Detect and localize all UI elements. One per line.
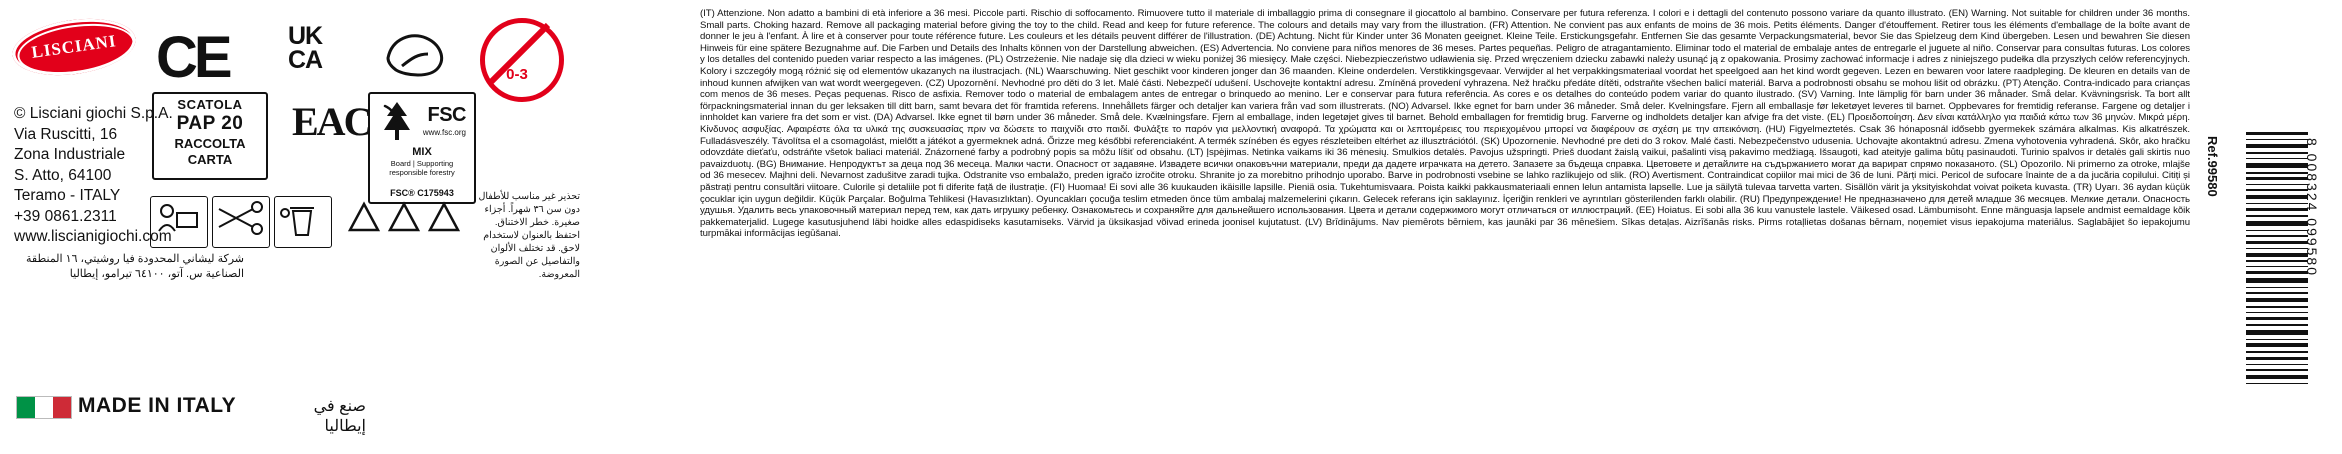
bin-disposal-icon bbox=[274, 196, 332, 248]
made-in-italy-label: MADE IN ITALY bbox=[78, 394, 237, 417]
logo-text: LISCIANI bbox=[30, 31, 118, 62]
age-warning-icon bbox=[480, 18, 560, 98]
read-instructions-icon bbox=[150, 196, 208, 248]
company-phone: +39 0861.2311 bbox=[14, 207, 117, 225]
packaging-instruction-2: CARTA bbox=[187, 152, 233, 167]
fsc-mix-label: MIX bbox=[412, 146, 432, 158]
reference-code: Ref.99580 bbox=[2205, 136, 2220, 197]
no-latex-icon bbox=[382, 28, 454, 80]
ce-mark-icon: CE bbox=[156, 25, 229, 90]
company-line-4: Teramo - ITALY bbox=[14, 187, 121, 204]
company-website: www.liscianigiochi.com bbox=[14, 228, 172, 245]
fsc-description: Board | Supporting responsible forestry bbox=[389, 159, 455, 177]
eac-mark-icon: EAC bbox=[292, 99, 371, 144]
barcode-bars bbox=[2246, 132, 2308, 384]
fsc-tree-icon bbox=[380, 100, 414, 142]
age-warning-label: 0-3 bbox=[506, 66, 528, 83]
company-line-3: S. Atto, 64100 bbox=[14, 166, 112, 184]
certification-icons bbox=[150, 10, 630, 100]
company-line-0: © Lisciani giochi S.p.A. bbox=[14, 105, 173, 122]
fsc-url: www.fsc.org bbox=[422, 128, 466, 137]
company-line-1: Via Ruscitti, 16 bbox=[14, 125, 118, 143]
company-line-2: Zona Industriale bbox=[14, 146, 126, 163]
packaging-instruction-1: RACCOLTA bbox=[174, 136, 246, 151]
company-address-arabic: شركة ليشاني المحدودة فيا روشيتي، ١٦ المنطقة الصناعية س. آتو، ٦٤١٠٠ تيرامو، إيطاليا bbox=[26, 253, 244, 280]
barcode-block bbox=[2205, 132, 2336, 432]
packaging-title: SCATOLA bbox=[177, 97, 243, 112]
ukca-mark-icon bbox=[288, 24, 322, 72]
arabic-warning-text: تحذير غير مناسب للأطفال دون سن ٣٦ شهراً. أجزاء صغيرة. خطر الاختناق. احتفظ بالعنوان لاستخدام لاحق. قد تختلف الألوان والتفاصيل عن الصورة المعروضة. bbox=[478, 191, 580, 280]
barcode-number: 8 008324 099580 bbox=[2304, 138, 2320, 277]
fsc-code: FSC® C175943 bbox=[390, 188, 454, 198]
ukca-line-1: UK bbox=[288, 22, 323, 50]
fsc-logo-text: FSC bbox=[427, 104, 466, 126]
made-in-italy-block bbox=[16, 392, 366, 435]
made-in-italy-arabic: صنع في إيطاليا bbox=[313, 398, 366, 435]
italian-flag-icon bbox=[16, 396, 72, 419]
recycling-triangles bbox=[348, 196, 468, 252]
age-warning-circle bbox=[480, 18, 564, 102]
multilingual-warning-text: (IT) Attenzione. Non adatto a bambini di età inferiore a 36 mesi. Piccole parti. Rischio di soffocamento. Rimuovere tutto il materiale di imballaggio prima di consegnare il giocattolo al bambino. Conservare per futura referenza. I colori e i dettagli del contenuto possono variare da quanto illustrato. (EN) Warning. Not suitable for children under 36 months. Small parts. Choking hazard. Remove all packaging material before giving the toy to the child. Read and keep for future reference. The colours and details may vary from the illustration. (FR) Attention. Ne convient pas aux enfants de moins de 36 mois. Petits éléments. Danger d'étouffement. Retirer tous les éléments d'emballage de la boîte avant de donner le jeu à l'enfant. À lire et à conserver pour toute référence future. Les couleurs et les détails peuvent différer de l'illustration. (DE) Achtung. Nicht für Kinder unter 36 Monaten geeignet. Kleine Teile. Erstickungsgefahr. Entfernen Sie das gesamte Verpackungsmaterial, bevor Sie das Spielzeug dem Kind übergeben. Lesen und bewahren Sie diesen Hinweis für eine spätere Bezugnahme auf. Die Farben und Details des Inhalts können von der Darstellung abweichen. (ES) Advertencia. No conviene para niños menores de 36 meses. Partes pequeñas. Peligro de atragantamiento. Eliminar todo el material de embalaje antes de entregarle el juguete al niño. Conservar para consultas futuras. Los colores y los detalles del contenido pueden variar respecto a las imágenes. (PL) Ostrzeżenie. Nie nadaje się dla dzieci w wieku poniżej 36 miesięcy. Małe części. Niebezpieczeństwo udławienia się. Przed wręczeniem dziecku zabawki należy usunąć ją z opakowania. Prosimy zachować informacje i adres z niniejszego pudełka dla przyszłych celów referencyjnych. Kolory i szczegóły mogą różnić się od elementów ukazanych na ilustracjach. (NL) Waarschuwing. Niet geschikt voor kinderen jonger dan 36 maanden. Kleine onderdelen. Verstikkingsgevaar. Verwijder al het verpakkingsmateriaal voordat het speelgoed aan het kind wordt gegeven. Lezen en bewaren voor latere raadpleging. De kleuren en details van de inhoud kunnen afwijken van wat wordt weergegeven. (CZ) Upozornění. Nevhodné pro děti do 3 let. Malé části. Nebezpečí udušení. Uschovejte kontaktní adresu. Zmíněná provedení vyhrazena. Než hračku předáte dítěti, odstraňte všechen balicí materiál. Barva a podrobnosti obsahu se mohou lišit od obrázku. (PT) Atenção. Contra-indicado para crianças com menos de 36 meses. Peças pequenas. Risco de asfixia. Remover todo o material de embalagem antes de entregar o brinquedo ao menino. Ler e conservar para futura referência. As cores e os detalhes do conteúdo podem variar do quanto ilustrado. (SV) Varning. Inte lämplig för barn under 36 månader. Små delar. Kvävningsrisk. Ta bort allt förpackningsmaterial innan du ger leksaken till ditt barn, samt bevara det för framtida referens. Innehållets färger och detaljer kan variera från vad som illustrerats. (NO) Advarsel. Ikke egnet for barn under 36 måneder. Små deler. Kvelningsfare. Fjern all emballasje før leketøyet leveres til barnet. Oppbevares for fremtidig referanse. Fargene og detaljer i innholdet kan variere fra det som er vist. (DA) Advarsel. Ikke egnet til børn under 36 måneder. Små dele. Kvælningsfare. Fjern al emballage, inden legetøjet gives til barnet. Behold emballagen for fremtidig brug. Farverne og indholdets detaljer kan afvige fra det viste. (EL) Προειδοποίηση. Δεν είναι κατάλληλο για παιδιά κάτω των 36 μηνών. Μικρά μέρη. Κίνδυνος ασφυξίας. Αφαιρέστε όλα τα υλικά της συσκευασίας πριν να δώσετε το παιχνίδι στο παιδί. Φυλάξτε το παρόν για μελλοντική αναφορά. Τα χρώματα και οι λεπτομέρειες του περιεχομένου μπορεί να διαφέρουν σε σχέση με την απεικόνιση. (HU) Figyelmeztetés. Csak 36 hónaposnál idősebb gyermekek számára alkalmas. Kis alkatrészek. Fulladásveszély. Távolítsa el a csomagolást, mielőtt a játékot a gyermeknek adná. Őrizze meg későbbi referenciaként. A termék színében és egyes részleteiben eltérhet az illusztrációtól. (SK) Upozornenie. Nevhodné pre deti do 3 rokov. Malé časti. Nebezpečenstvo udusenia. Uchovajte akontaktnú adresu. Zmena vyhotovenia vyhradená. Skôr, ako hračku odovzdáte dieťaťu, odstráňte všetok baliaci materiál. Znázornené farby a podrobný popis sa môžu líšiť od obsahu. (LT) Įspėjimas. Netinka vaikams iki 36 mėnesių. Smulkios detalės. Pavojus užspringti. Prieš duodant žaislą vaikui, pašalinti visą pakavimo medžiagą. Išsaugoti, kad ateityje galima būtų pasinaudoti. Turinio spalvos ir detalės gali skirtis nuo pavaizduotų. (BG) Внимание. Непродуктът за деца под 36 месеца. Малки части. Опасност от задавяне. Извадете всички опаковъчни материали, преди да дадете играчката на детето. Запазете за бъдеща справка. Цветовете и детайлите на съдържанието могат да варират спрямо показаното. (SL) Opozorilo. Ni primerno za otroke, mlajše od 36 mesecev. Majhni deli. Nevarnost zadušitve zaradi tujka. Odstranite vso embalažo, preden igračo izročite otroku. Shranite jo za morebitno prihodnjo uporabo. Barve in podrobnosti vsebine se lahko razlikujejo od slik. (RO) Avertisment. Contraindicat copiilor mai mici de 36 de luni. Părți mici. Pericol de sufocare înainte de a da jucăria copilului. Citiți și păstrați pentru consultări viitoare. Culorile și detaliile pot fi diferite față de ilustrație. (FI) Huomaa! Ei sovi alle 36 kuukauden ikäisille lapsille. Pieniä osia. Tukehtumisvaara. Poista kaikki pakkausmateriaali ennen lelun antamista lapselle. Lue ja säilytä tulevaa tarvetta varten. Sisällön värit ja yksityiskohdat voivat poiketa kuvasta. (TR) Uyarı. 36 aydan küçük çocuklar için uygun değildir. Küçük Parçalar. Boğulma Tehlikesi (Havasızlıktan). Oyuncakları çocuğa teslim etmeden önce tüm ambalaj malzemelerini çıkarın. Gelecek referans için saklayınız. İçeriğin renkleri ve ayrıntıları gösterilenden farklı olabilir. (RU) Предупреждение! Не предназначено для детей младше 36 месяцев. Мелкие детали. Опасность удушья. Удалить весь упаковочный материал перед тем, как дать игрушку ребенку. Ознакомьтесь и сохраняйте для дальнейшего использования. Цвета и детали содержимого могут отличаться от иллюстраций. (EE) Hoiatus. Ei sobi alla 36 kuu vanustele lastele. Väikesed osad. Lämbumisoht. Enne mänguasja lapsele andmist eemaldage kõik pakkematerjalid. Lugege kasutusjuhend läbi hoidke alles edaspidiseks kasutamiseks. Värvid ja üksikasjad võivad erineda joonisel kujutatust. (LV) Brīdinājums. Nav piemērots bērniem, kas jaunāki par 36 mēnešiem. Sīkas detaļas. Aizrīšanās risks. Pirms rotaļlietas došanas bērnam, noņemiet visus iepakojuma materiālus. Saglabājiet šo iepakojumu turpmākai informācijas iegūšanai. bbox=[700, 8, 2190, 240]
packaging-recycling-box bbox=[152, 92, 268, 180]
brand-logo bbox=[12, 16, 136, 76]
packaging-code: PAP 20 bbox=[176, 113, 244, 134]
fsc-certification-box bbox=[368, 92, 476, 204]
scissors-cut-icon bbox=[212, 196, 270, 248]
ukca-line-2: CA bbox=[288, 46, 323, 74]
instruction-pictograms bbox=[150, 196, 340, 252]
